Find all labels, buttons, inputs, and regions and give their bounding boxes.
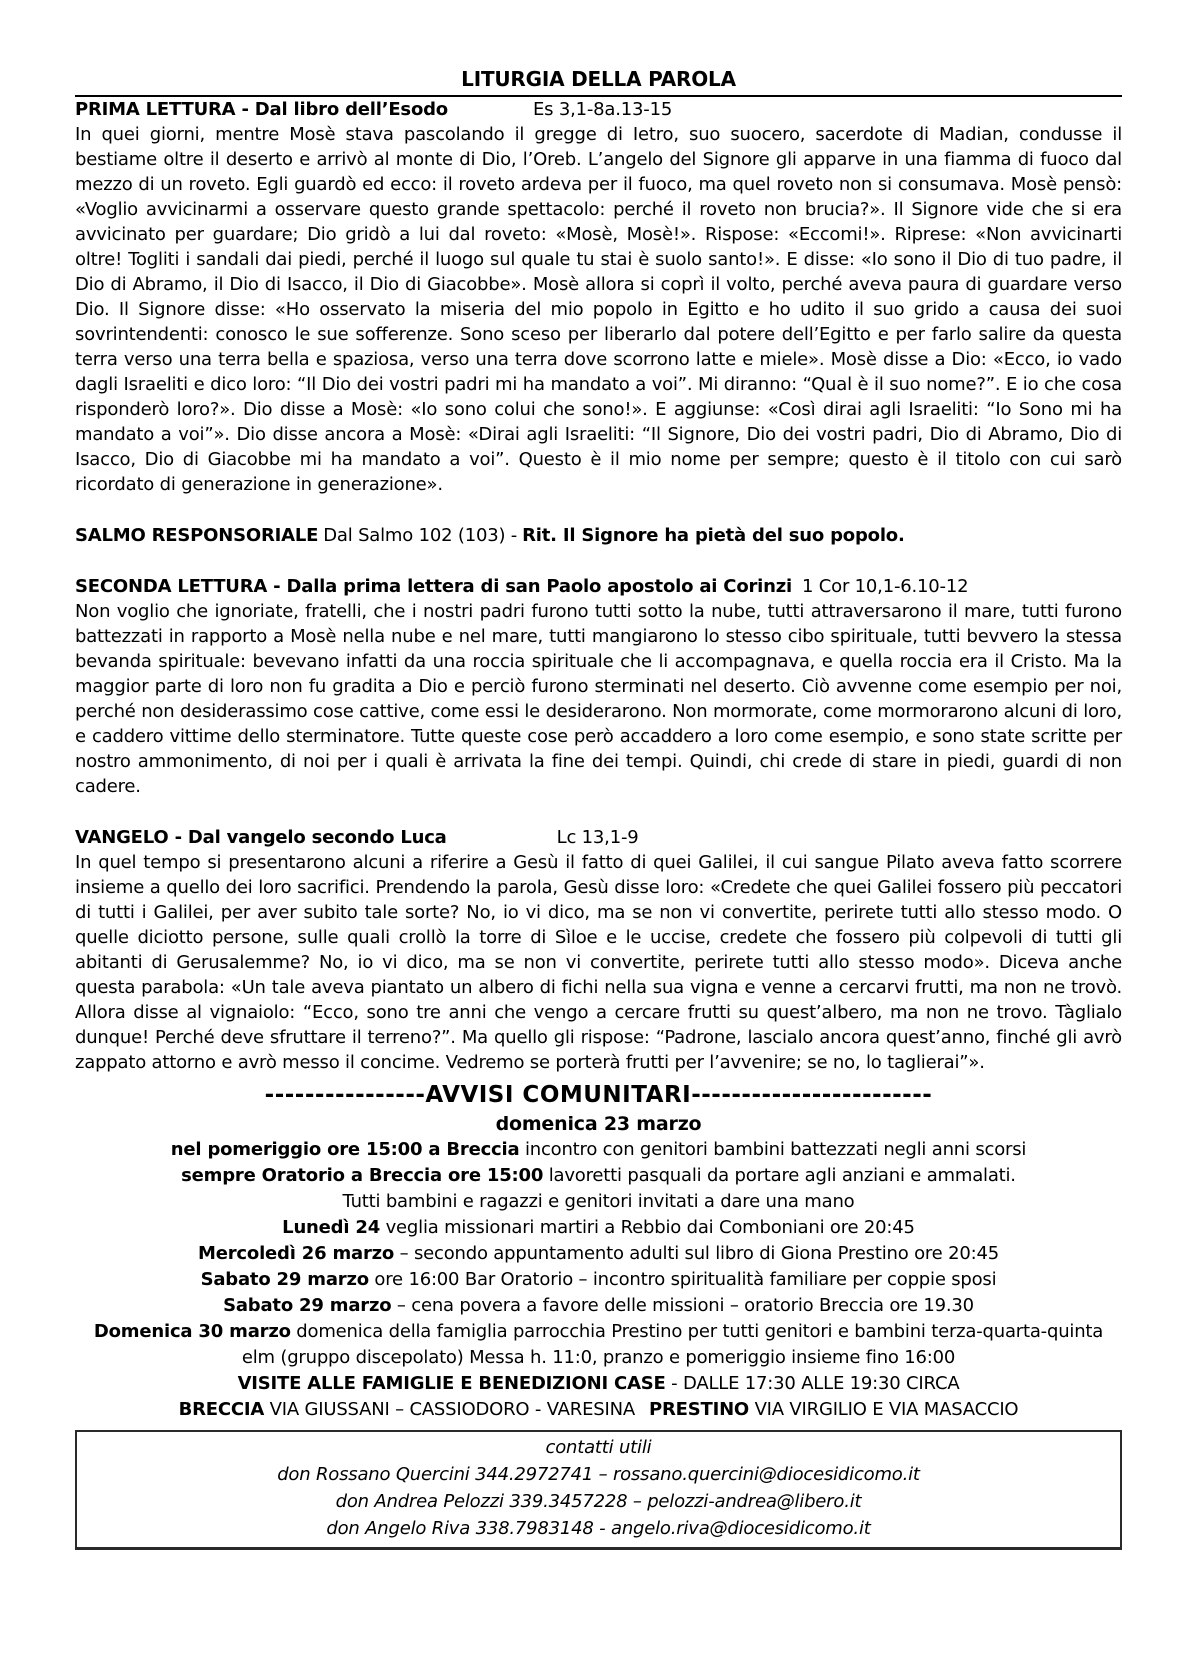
gospel-heading: VANGELO - Dal vangelo secondo Luca: [75, 827, 447, 848]
announcements-header: ----------------AVVISI COMUNITARI------------------------: [264, 1082, 933, 1108]
gospel-body: In quel tempo si presentarono alcuni a riferire a Gesù il fatto di quei Galilei, il cui sangue Pilato aveva fatto scorrere insieme a quello dei loro sacrifici. Prendendo la parola, Gesù disse loro: «Credete che quei Galilei fossero più peccatori di tutti i Galilei, per aver subito tale sorte? No, io vi dico, ma se non vi convertite, perirete tutti allo stesso modo. O quelle diciotto persone, sulle quali crollò la torre di Sìloe e le uccise, credete che fossero più colpevoli di tutti gli abitanti di Gerusalemme? No, io vi dico, ma se non vi convertite, perirete tutti allo stesso modo». Diceva anche questa parabola: «Un tale aveva piantato un albero di fichi nella sua vigna e venne a cercarvi frutti, ma non ne trovò. Allora disse al vignaiolo: “Ecco, sono tre anni che vengo a cercare frutti su quest’albero, ma non ne trovo. Tàglialo dunque! Perché deve sfruttare il terreno?”. Ma quello gli rispose: “Padrone, lascialo ancora quest’anno, finché gli avrò zappato attorno e avrò messo il concime. Vedremo se porterà frutti per l’avvenire; se no, lo taglierai”».: [75, 852, 1122, 1073]
announcement-text: – secondo appuntamento adulti sul libro di Giona Prestino ore 20:45: [394, 1243, 999, 1264]
visits-line: [75, 1371, 1122, 1397]
second-reading-section: [75, 574, 1122, 799]
announcement-text: – cena povera a favore delle missioni – oratorio Breccia ore 19.30: [391, 1295, 974, 1316]
streets-line: [75, 1397, 1122, 1423]
announcement-text: lavoretti pasquali da portare agli anziani e ammalati.: [543, 1165, 1016, 1186]
announcement-line: [75, 1241, 1122, 1267]
announcement-bold-text: BRECCIA: [178, 1399, 265, 1420]
announcements-section: [75, 1079, 1122, 1423]
announcement-bold-text: nel pomeriggio ore 15:00 a Breccia: [170, 1139, 520, 1160]
announcement-line: [75, 1293, 1122, 1319]
announcement-text: veglia missionari martiri a Rebbio dai Comboniani ore 20:45: [380, 1217, 915, 1238]
first-reading-body: In quei giorni, mentre Mosè stava pascolando il gregge di Ietro, suo suocero, sacerdote di Madian, condusse il bestiame oltre il deserto e arrivò al monte di Dio, l’Oreb. L’angelo del Signore gli apparve in una fiamma di fuoco dal mezzo di un roveto. Egli guardò ed ecco: il roveto ardeva per il fuoco, ma quel roveto non si consumava. Mosè pensò: «Voglio avvicinarmi a osservare questo grande spettacolo: perché il roveto non brucia?». Il Signore vide che si era avvicinato per guardare; Dio gridò a lui dal roveto: «Mosè, Mosè!». Rispose: «Eccomi!». Riprese: «Non avvicinarti oltre! Togliti i sandali dai piedi, perché il luogo sul quale tu stai è suolo santo!». E disse: «Io sono il Dio di tuo padre, il Dio di Abramo, il Dio di Isacco, il Dio di Giacobbe». Mosè allora si coprì il volto, perché aveva paura di guardare verso Dio. Il Signore disse: «Ho osservato la miseria del mio popolo in Egitto e ho udito il suo grido a causa dei suoi sovrintendenti: conosco le sue sofferenze. Sono sceso per liberarlo dal potere dell’Egitto e per farlo salire da questa terra verso una terra bella e spaziosa, verso una terra dove scorrono latte e miele». Mosè disse a Dio: «Ecco, io vado dagli Israeliti e dico loro: “Il Dio dei vostri padri mi ha mandato a voi”. Mi diranno: “Qual è il suo nome?”. E io che cosa risponderò loro?». Dio disse a Mosè: «Io sono colui che sono!». E aggiunse: «Così dirai agli Israeliti: “Io Sono mi ha mandato a voi”». Dio disse ancora a Mosè: «Dirai agli Israeliti: “Il Signore, Dio dei vostri padri, Dio di Abramo, Dio di Isacco, Dio di Giacobbe mi ha mandato a voi”. Questo è il mio nome per sempre; questo è il titolo con cui sarò ricordato di generazione in generazione».: [75, 124, 1122, 495]
announcement-text: ore 16:00 Bar Oratorio – incontro spiritualità familiare per coppie sposi: [368, 1269, 997, 1290]
psalm-line: [75, 523, 1122, 548]
announcement-line: [75, 1215, 1122, 1241]
second-reading-heading-row: [75, 574, 1122, 599]
announcement-text: VIA VIRGILIO E VIA MASACCIO: [749, 1399, 1019, 1420]
first-reading-heading-row: [75, 97, 1122, 122]
announcement-line: [75, 1189, 1122, 1215]
announcement-line: [75, 1267, 1122, 1293]
gospel-section: [75, 825, 1122, 1075]
first-reading-reference: Es 3,1-8a.13-15: [532, 99, 673, 120]
announcement-text: Tutti bambini e ragazzi e genitori invitati a dare una mano: [342, 1191, 855, 1212]
second-reading-heading: SECONDA LETTURA - Dalla prima lettera di san Paolo apostolo ai Corinzi: [75, 576, 792, 597]
gospel-reference: Lc 13,1-9: [556, 827, 639, 848]
announcement-bold-text: VISITE ALLE FAMIGLIE E BENEDIZIONI CASE: [237, 1373, 666, 1394]
contacts-box: [75, 1430, 1122, 1550]
contact-line: don Rossano Quercini 344.2972741 – rossano.quercini@diocesidicomo.it: [277, 1464, 920, 1485]
first-reading-section: [75, 97, 1122, 497]
psalm-refrain: Rit. Il Signore ha pietà del suo popolo.: [522, 525, 905, 546]
announcement-line: [75, 1319, 1122, 1371]
second-reading-body: Non voglio che ignoriate, fratelli, che i nostri padri furono tutti sotto la nube, tutti attraversarono il mare, tutti furono battezzati in rapporto a Mosè nella nube e nel mare, tutti mangiarono lo stesso cibo spirituale, tutti bevvero la stessa bevanda spirituale: bevevano infatti da una roccia spirituale che li accompagnava, e quella roccia era il Cristo. Ma la maggior parte di loro non fu gradita a Dio e perciò furono sterminati nel deserto. Ciò avvenne come esempio per noi, perché non desiderassimo cose cattive, come essi le desiderarono. Non mormorate, come mormorarono alcuni di loro, e caddero vittime dello sterminatore. Tutte queste cose però accaddero a loro come esempio, e sono state scritte per nostro ammonimento, di noi per i quali è arrivata la fine dei tempi. Quindi, chi crede di stare in piedi, guardi di non cadere.: [75, 601, 1122, 797]
gospel-heading-row: [75, 825, 1122, 850]
page-title: LITURGIA DELLA PAROLA: [75, 68, 1122, 97]
first-reading-heading: PRIMA LETTURA - Dal libro dell’Esodo: [75, 99, 448, 120]
announcement-bold-text: Sabato 29 marzo: [200, 1269, 369, 1290]
psalm-label: SALMO RESPONSORIALE: [75, 525, 319, 546]
announcement-bold-text: PRESTINO: [648, 1399, 750, 1420]
announcement-bold-text: Sabato 29 marzo: [223, 1295, 392, 1316]
announcement-line: [75, 1163, 1122, 1189]
psalm-source: Dal Salmo 102 (103) -: [323, 525, 518, 546]
announcement-text: domenica della famiglia parrocchia Prestino per tutti genitori e bambini terza-quarta-quinta elm (gruppo discepolato) Messa h. 11:0, pranzo e pomeriggio insieme fino 16:00: [241, 1321, 1104, 1368]
contact-line: don Angelo Riva 338.7983148 - angelo.riva@diocesidicomo.it: [326, 1518, 871, 1539]
announcement-text: - DALLE 17:30 ALLE 19:30 CIRCA: [665, 1373, 960, 1394]
announcement-line: [75, 1137, 1122, 1163]
announcement-bold-text: Lunedì 24: [282, 1217, 381, 1238]
second-reading-reference: 1 Cor 10,1-6.10-12: [802, 576, 969, 597]
announcement-bold-text: sempre Oratorio a Breccia ore 15:00: [181, 1165, 544, 1186]
announcement-bold-text: Domenica 30 marzo: [93, 1321, 291, 1342]
announcement-text: VIA GIUSSANI – CASSIODORO - VARESINA: [264, 1399, 635, 1420]
contacts-title: contatti utili: [545, 1437, 652, 1458]
contact-line: don Andrea Pelozzi 339.3457228 – pelozzi-andrea@libero.it: [335, 1491, 862, 1512]
announcements-date: domenica 23 marzo: [495, 1113, 702, 1135]
announcement-bold-text: Mercoledì 26 marzo: [198, 1243, 395, 1264]
announcement-text: incontro con genitori bambini battezzati negli anni scorsi: [519, 1139, 1027, 1160]
